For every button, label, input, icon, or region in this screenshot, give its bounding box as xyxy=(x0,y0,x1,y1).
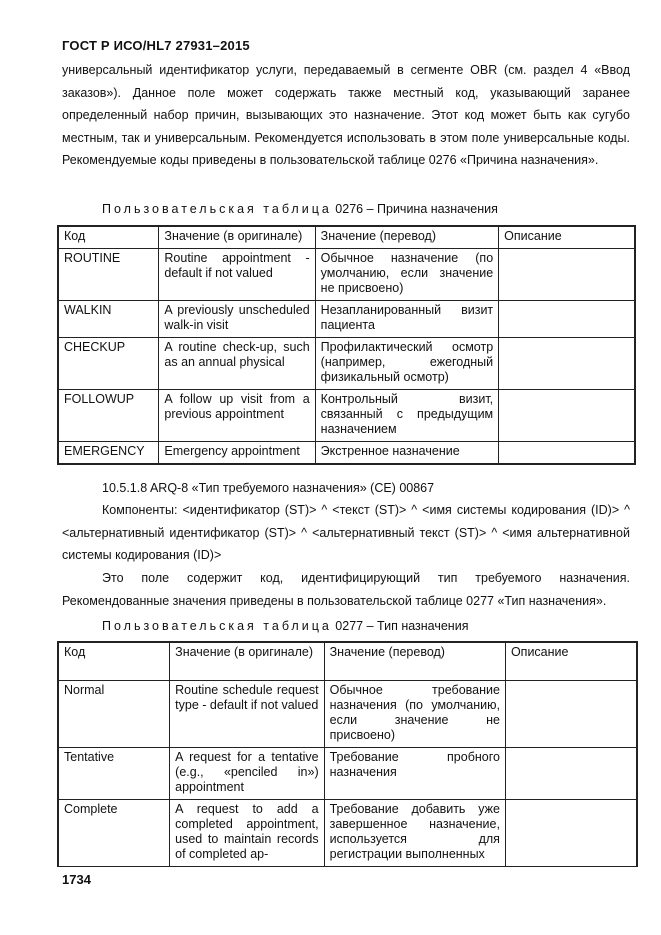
cell-translation: Контрольный визит, связанный с предыдущим назначением xyxy=(315,390,498,442)
table-row xyxy=(58,338,635,390)
section-title: 10.5.1.8 ARQ-8 «Тип требуемого назначения» (CE) 00867 xyxy=(102,481,435,495)
table-row xyxy=(58,301,635,338)
cell-description xyxy=(499,301,635,338)
cell-description xyxy=(505,799,637,866)
cell-code: FOLLOWUP xyxy=(58,390,159,442)
caption-title: 0277 – Тип назначения xyxy=(331,619,469,633)
user-table-0277 xyxy=(57,641,638,867)
cell-original: A request to add a completed appointment, used to maintain records of completed ap- xyxy=(170,799,324,866)
table-row xyxy=(58,442,635,465)
cell-original: Routine appointment - default if not valued xyxy=(159,249,315,301)
column-header: Код xyxy=(58,226,159,249)
cell-description xyxy=(499,390,635,442)
column-header: Значение (в оригинале) xyxy=(170,642,324,680)
column-header: Код xyxy=(58,642,170,680)
user-table-0276 xyxy=(57,225,636,465)
column-header: Значение (в оригинале) xyxy=(159,226,315,249)
paragraph-description: Это поле содержит код, идентифицирующий тип требуемого назначения. Рекомендованные значения приведены в пользовательской таблице 0277 «Тип назначения». xyxy=(62,571,630,608)
table-row xyxy=(58,799,637,866)
cell-original: A follow up visit from a previous appointment xyxy=(159,390,315,442)
cell-translation: Экстренное назначение xyxy=(315,442,498,465)
cell-translation: Обычное назначение (по умолчанию, если значение не присвоено) xyxy=(315,249,498,301)
cell-code: Tentative xyxy=(58,747,170,799)
column-header: Описание xyxy=(499,226,635,249)
cell-code: Normal xyxy=(58,680,170,747)
cell-description xyxy=(505,680,637,747)
document-header: ГОСТ Р ИСО/HL7 27931–2015 xyxy=(62,38,250,53)
paragraph-components: Компоненты: <идентификатор (ST)> ^ <текст (ST)> ^ <имя системы кодирования (ID)> ^ <альтернативный идентификатор (ST)> ^ <альтернативный текст (ST)> ^ <имя альтернативной системы кодирования (ID)> xyxy=(62,503,630,562)
column-header: Значение (перевод) xyxy=(324,642,505,680)
table-header-row xyxy=(58,642,637,680)
caption-title: 0276 – Причина назначения xyxy=(331,202,498,216)
cell-code: ROUTINE xyxy=(58,249,159,301)
column-header: Значение (перевод) xyxy=(315,226,498,249)
cell-original: A request for a tentative (e.g., «penciled in») appointment xyxy=(170,747,324,799)
caption-prefix: Пользовательская таблица xyxy=(102,619,332,633)
cell-translation: Требование добавить уже завершенное назначение, используется для регистрации выполненных xyxy=(324,799,505,866)
cell-original: Routine schedule request type - default if not valued xyxy=(170,680,324,747)
cell-translation: Незапланированный визит пациента xyxy=(315,301,498,338)
cell-original: A previously unscheduled walk-in visit xyxy=(159,301,315,338)
cell-description xyxy=(499,442,635,465)
table-row xyxy=(58,680,637,747)
cell-code: WALKIN xyxy=(58,301,159,338)
cell-code: EMERGENCY xyxy=(58,442,159,465)
table-caption-0277 xyxy=(102,619,468,633)
cell-original: A routine check-up, such as an annual physical xyxy=(159,338,315,390)
cell-code: CHECKUP xyxy=(58,338,159,390)
cell-code: Complete xyxy=(58,799,170,866)
cell-translation: Обычное требование назначения (по умолчанию, если значение не присвоено) xyxy=(324,680,505,747)
column-header: Описание xyxy=(505,642,637,680)
table-row xyxy=(58,747,637,799)
table-caption-0276 xyxy=(102,202,498,216)
page-number: 1734 xyxy=(62,872,91,887)
table-row xyxy=(58,390,635,442)
cell-translation: Профилактический осмотр (например, ежегодный физикальный осмотр) xyxy=(315,338,498,390)
table-header-row xyxy=(58,226,635,249)
cell-original: Emergency appointment xyxy=(159,442,315,465)
paragraph-intro: универсальный идентификатор услуги, передаваемый в сегменте OBR (см. раздел 4 «Ввод заказов»). Данное поле может содержать также местный код, указывающий заранее определенный набор причин, вызывающих это назначение. Этот код может быть как сугубо местным, так и универсальным. Рекомендуется использовать в этом поле универсальные коды. Рекомендуемые коды приведены в пользовательской таблице 0276 «Причина назначения». xyxy=(62,63,630,167)
cell-description xyxy=(499,338,635,390)
cell-description xyxy=(505,747,637,799)
cell-description xyxy=(499,249,635,301)
caption-prefix: Пользовательская таблица xyxy=(102,202,332,216)
table-row xyxy=(58,249,635,301)
cell-translation: Требование пробного назначения xyxy=(324,747,505,799)
